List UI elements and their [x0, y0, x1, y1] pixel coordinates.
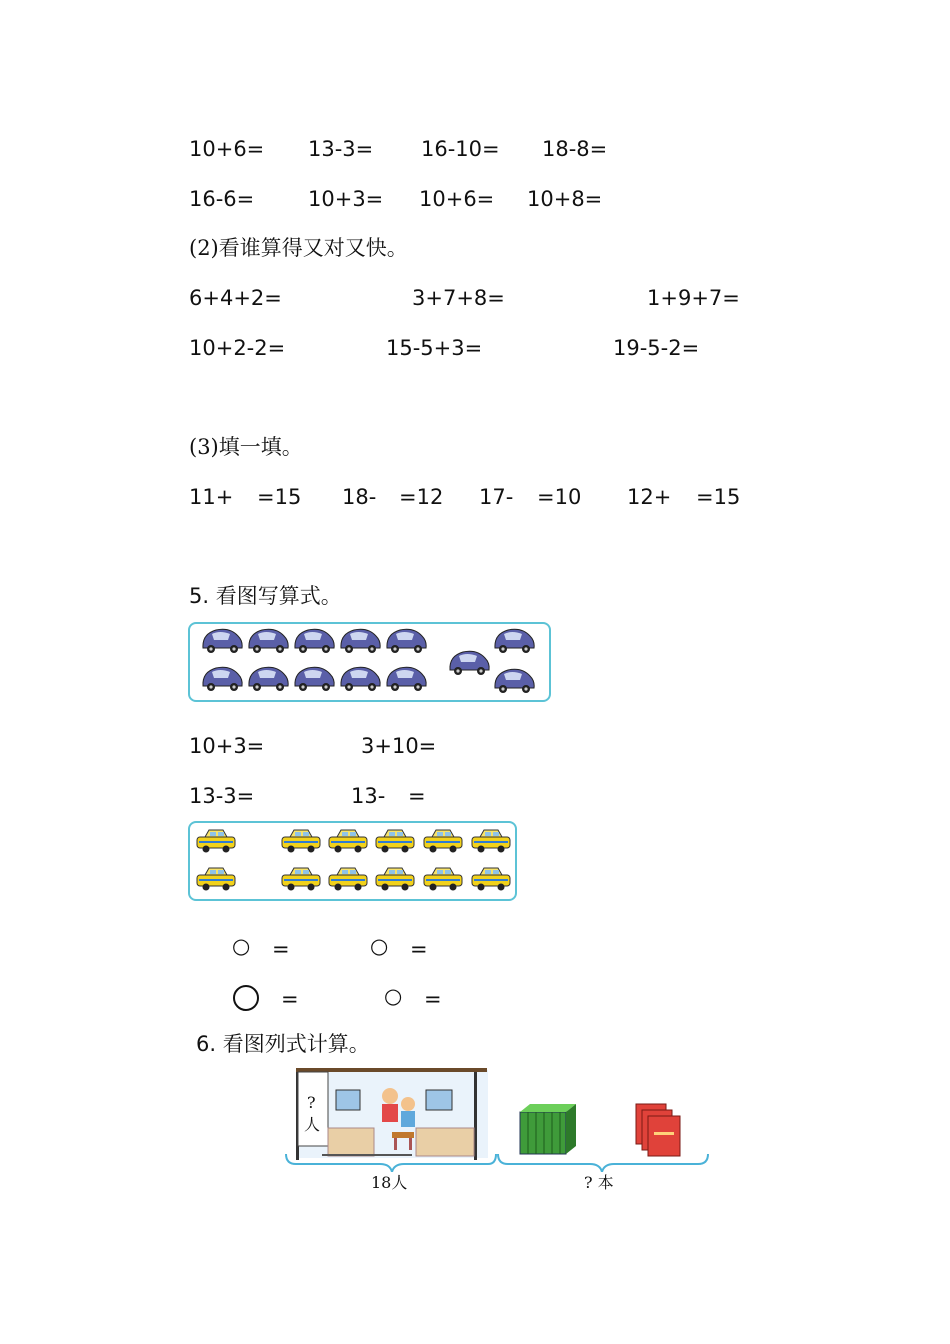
blank-eq-3: =	[281, 987, 299, 1011]
blue-car-icon	[292, 664, 336, 692]
blank-eq-2: =	[410, 937, 428, 961]
eq-r2-1: 16-6=	[189, 187, 255, 211]
blue-car-icon	[447, 648, 491, 676]
eq2-r1-1: 6+4+2=	[189, 286, 282, 310]
section2-heading: (2)看谁算得又对又快。	[189, 236, 408, 260]
q6-heading: 6. 看图列式计算。	[196, 1032, 370, 1056]
eq2-r1-3: 1+9+7=	[647, 286, 740, 310]
q5-eq1-a: 10+3=	[189, 734, 265, 758]
fill-4a: 12+	[627, 485, 672, 509]
q5-heading: 5. 看图写算式。	[189, 584, 342, 608]
eq-r2-4: 10+8=	[527, 187, 603, 211]
blank-circle-1: ○	[232, 934, 251, 958]
fill-3b: =10	[537, 485, 582, 509]
yellow-car-icon	[422, 826, 464, 854]
eq-r1-1: 10+6=	[189, 137, 265, 161]
blue-car-icon	[200, 664, 244, 692]
eq2-r2-2: 15-5+3=	[386, 336, 483, 360]
eq2-r1-2: 3+7+8=	[412, 286, 505, 310]
yellow-car-icon	[280, 864, 322, 892]
blank-big-circle	[233, 985, 259, 1011]
blank-circle-2: ○	[370, 934, 389, 958]
section3-heading: (3)填一填。	[189, 435, 303, 459]
eq-r2-3: 10+6=	[419, 187, 495, 211]
eq-r1-4: 18-8=	[542, 137, 608, 161]
yellow-car-icon	[327, 826, 369, 854]
left-total-label: 18人	[371, 1173, 408, 1192]
people-unit-label: 人	[304, 1115, 321, 1134]
fill-2a: 18-	[342, 485, 377, 509]
yellow-car-icon	[327, 864, 369, 892]
blue-car-icon	[384, 626, 428, 654]
q5-eq2-c: =	[408, 784, 426, 808]
total-braces	[284, 1152, 712, 1172]
blue-car-icon	[246, 626, 290, 654]
blue-car-icon	[338, 626, 382, 654]
fill-1a: 11+	[189, 485, 234, 509]
q5-eq1-b: 3+10=	[361, 734, 437, 758]
blue-car-icon	[492, 626, 536, 654]
right-total-label: ? 本	[584, 1173, 614, 1192]
fill-1b: =15	[257, 485, 302, 509]
fill-2b: =12	[399, 485, 444, 509]
yellow-car-icon	[470, 826, 512, 854]
eq2-r2-1: 10+2-2=	[189, 336, 286, 360]
q5-eq2-a: 13-3=	[189, 784, 255, 808]
eq-r1-2: 13-3=	[308, 137, 374, 161]
blue-car-icon	[292, 626, 336, 654]
eq-r2-2: 10+3=	[308, 187, 384, 211]
blue-car-icon	[384, 664, 428, 692]
blue-car-icon	[338, 664, 382, 692]
blue-car-icon	[492, 666, 536, 694]
blank-eq-1: =	[272, 937, 290, 961]
eq-r1-3: 16-10=	[421, 137, 500, 161]
blank-eq-4: =	[424, 987, 442, 1011]
yellow-car-icon	[280, 826, 322, 854]
blank-circle-4: ○	[384, 984, 403, 1008]
blue-car-icon	[200, 626, 244, 654]
blue-car-icon	[246, 664, 290, 692]
yellow-car-icon	[195, 826, 237, 854]
q5-eq2-b: 13-	[351, 784, 386, 808]
fill-3a: 17-	[479, 485, 514, 509]
yellow-car-icon	[374, 864, 416, 892]
yellow-car-icon	[422, 864, 464, 892]
fill-4b: =15	[696, 485, 741, 509]
eq2-r2-3: 19-5-2=	[613, 336, 700, 360]
yellow-car-icon	[470, 864, 512, 892]
yellow-car-icon	[195, 864, 237, 892]
yellow-car-icon	[374, 826, 416, 854]
question-mark-label: ?	[307, 1093, 316, 1112]
